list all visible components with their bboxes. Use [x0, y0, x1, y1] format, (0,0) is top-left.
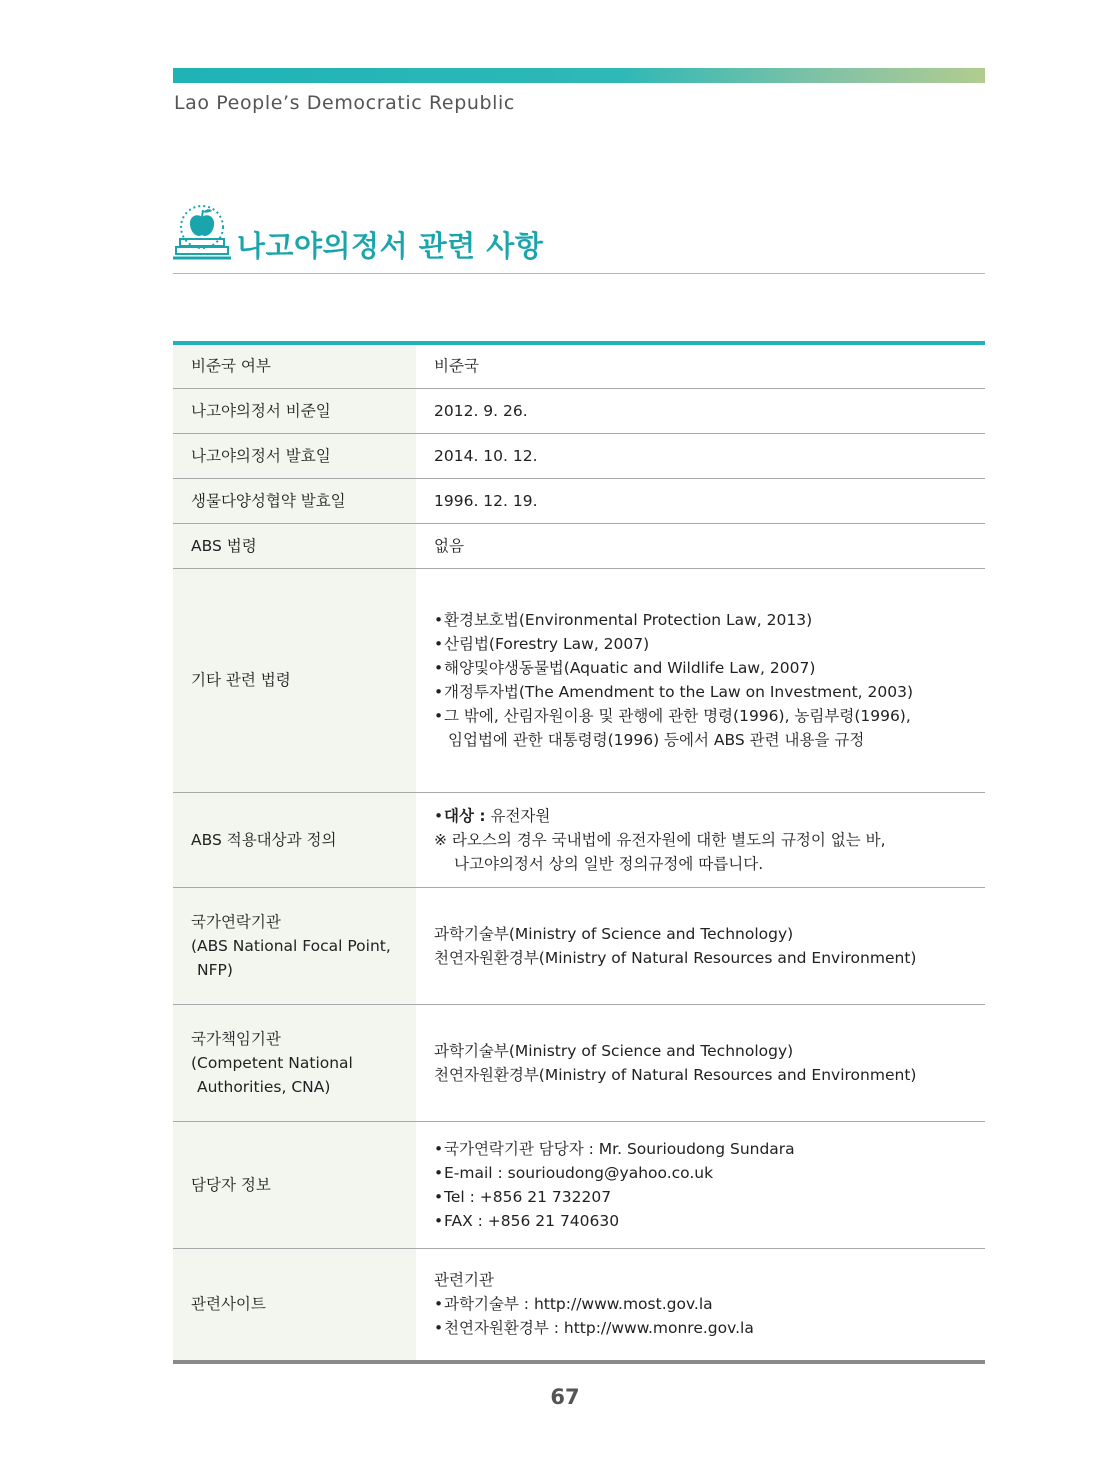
row-value	[416, 792, 985, 887]
table-row	[173, 1121, 985, 1248]
list-item: • 산림법(Forestry Law, 2007)	[434, 632, 975, 656]
table-row	[173, 343, 985, 388]
section-header	[173, 200, 985, 274]
table-row	[173, 1248, 985, 1362]
table-row	[173, 792, 985, 887]
header-gradient-bar	[173, 68, 985, 83]
row-label: 기타 관련 법령	[173, 568, 416, 792]
row-label: 생물다양성협약 발효일	[173, 478, 416, 523]
label-line: NFP)	[197, 960, 233, 979]
label-line: 국가연락기관	[191, 912, 281, 931]
reference-note: ※ 라오스의 경우 국내법에 유전자원에 대한 별도의 규정이 없는 바,	[434, 830, 886, 849]
table-row	[173, 388, 985, 433]
lao-info-table	[173, 341, 985, 1364]
label-line: (ABS National Focal Point,	[191, 936, 391, 955]
reference-note-continuation: 나고야의정서 상의 일반 정의규정에 따릅니다.	[454, 854, 764, 873]
contact-fax: • FAX : +856 21 740630	[434, 1209, 975, 1233]
row-label	[173, 887, 416, 1004]
row-value: 2014. 10. 12.	[416, 433, 985, 478]
value-line: 과학기술부(Ministry of Science and Technology)	[434, 924, 794, 943]
row-label: ABS 적용대상과 정의	[173, 792, 416, 887]
list-item: • 개정투자법(The Amendment to the Law on Investment, 2003)	[434, 680, 975, 704]
row-label	[173, 1004, 416, 1121]
row-label: 나고야의정서 비준일	[173, 388, 416, 433]
list-item: • 해양및야생동물법(Aquatic and Wildlife Law, 2007)	[434, 656, 975, 680]
row-value: 없음	[416, 523, 985, 568]
label-line: Authorities, CNA)	[197, 1077, 331, 1096]
apple-books-icon	[173, 203, 231, 263]
row-value	[416, 887, 985, 1004]
row-value: 비준국	[434, 357, 479, 376]
row-value	[416, 568, 985, 792]
contact-tel: • Tel : +856 21 732207	[434, 1185, 975, 1209]
table-row	[173, 887, 985, 1004]
list-item-continuation: 임업법에 관한 대통령령(1996) 등에서 ABS 관련 내용을 규정	[448, 731, 865, 749]
table-row	[173, 568, 985, 792]
list-item: • 그 밖에, 산림자원이용 및 관행에 관한 명령(1996), 농림부령(1996),	[434, 704, 975, 728]
contact-item: • 국가연락기관 담당자 : Mr. Sourioudong Sundara	[434, 1137, 975, 1161]
scope-item-label: 대상 :	[444, 806, 486, 825]
row-value	[416, 1004, 985, 1121]
row-label: 담당자 정보	[173, 1121, 416, 1248]
label-line: (Competent National	[191, 1053, 353, 1072]
row-label: ABS 법령	[173, 523, 416, 568]
sites-heading: 관련기관	[434, 1271, 494, 1290]
value-line: 과학기술부(Ministry of Science and Technology)	[434, 1041, 794, 1060]
list-item: • 환경보호법(Environmental Protection Law, 2013)	[434, 608, 975, 632]
site-link[interactable]: • 천연자원환경부 : http://www.monre.gov.la	[434, 1316, 975, 1340]
value-line: 천연자원환경부(Ministry of Natural Resources and Environment)	[434, 1065, 917, 1084]
contact-email: • E-mail : sourioudong@yahoo.co.uk	[434, 1161, 975, 1185]
row-label: 관련사이트	[173, 1248, 416, 1362]
list-item	[434, 804, 975, 828]
site-link[interactable]: • 과학기술부 : http://www.most.gov.la	[434, 1292, 975, 1316]
value-line: 천연자원환경부(Ministry of Natural Resources and Environment)	[434, 948, 917, 967]
table-row	[173, 433, 985, 478]
row-value	[416, 1248, 985, 1362]
table-row	[173, 1004, 985, 1121]
scope-item-value: 유전자원	[485, 806, 551, 825]
row-label: 비준국 여부	[173, 343, 416, 388]
country-header: Lao People’s Democratic Republic	[174, 92, 515, 114]
row-value: 2012. 9. 26.	[416, 388, 985, 433]
page-number: 67	[550, 1385, 580, 1409]
row-label: 나고야의정서 발효일	[173, 433, 416, 478]
section-title: 나고야의정서 관련 사항	[237, 229, 544, 263]
row-value: 1996. 12. 19.	[416, 478, 985, 523]
table-row	[173, 523, 985, 568]
label-line: 국가책임기관	[191, 1029, 281, 1048]
table-row	[173, 478, 985, 523]
row-value	[416, 1121, 985, 1248]
